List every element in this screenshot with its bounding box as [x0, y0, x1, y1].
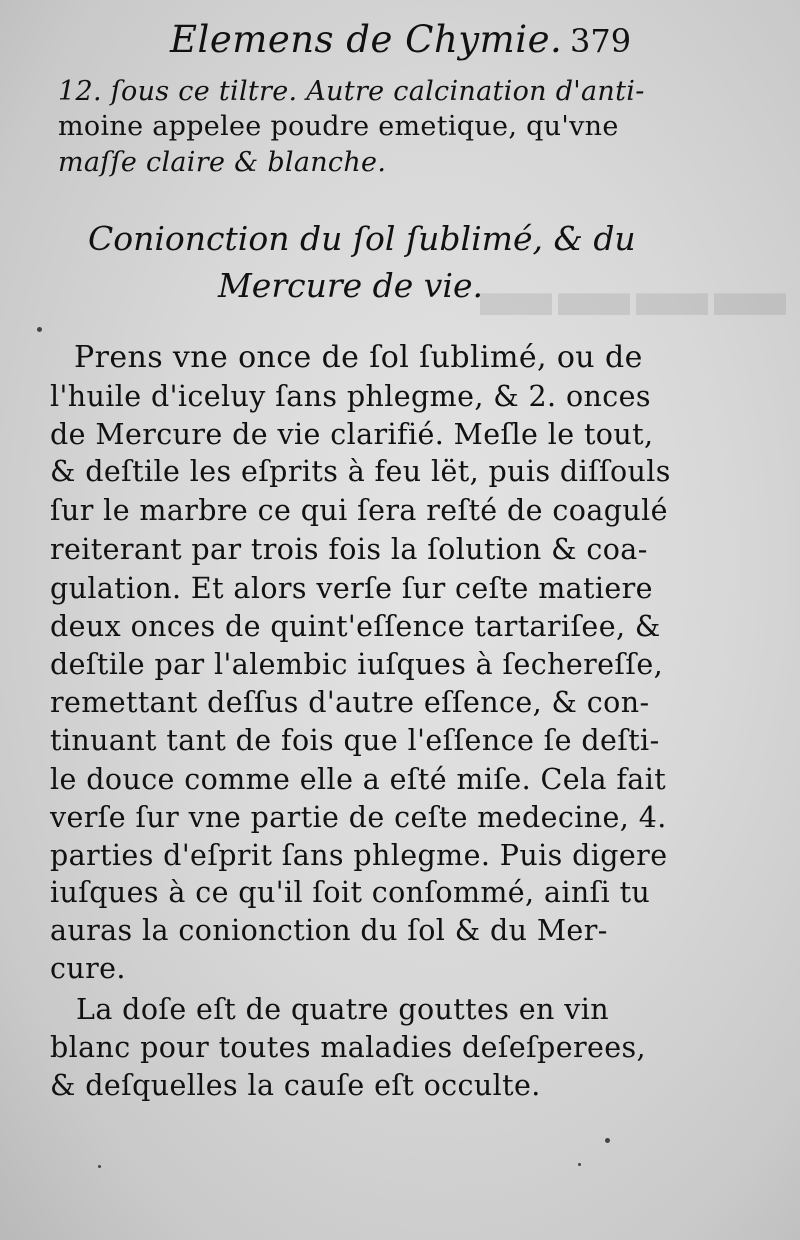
intro-line: 12. ſous ce tiltre. Autre calcination d'anti- [58, 76, 645, 107]
body-line: deſtile par l'alembic iuſques à ſechereſſe, [50, 648, 664, 681]
ink-speck [37, 327, 42, 332]
body-line: auras la conionction du ſol & du Mer- [50, 914, 608, 947]
body-line: deux onces de quint'eſſence tartariſee, & [50, 610, 661, 643]
body-line: le douce comme elle a eſté miſe. Cela fait [50, 763, 667, 796]
body-line: ſur le marbre ce qui ſera reſté de coagulé [50, 494, 668, 527]
section-heading-line: Conionction du ſol ſublimé, & du [88, 219, 636, 258]
body-line: Prens vne once de ſol ſublimé, ou de [74, 340, 643, 375]
ink-speck [98, 1165, 101, 1168]
body-line: remettant deſſus d'autre eſſence, & con- [50, 686, 650, 719]
body-line: blanc pour toutes maladies deſeſperees, [50, 1031, 646, 1064]
body-line: de Mercure de vie clarifié. Meſle le tout, [50, 418, 654, 451]
ink-speck [605, 1138, 610, 1143]
body-line: tinuant tant de fois que l'eſſence ſe deſti- [50, 724, 660, 757]
body-line: iuſques à ce qu'il ſoit conſommé, ainſi tu [50, 876, 651, 909]
body-line: & deſquelles la cauſe eſt occulte. [50, 1069, 541, 1102]
body-line: La doſe eſt de quatre gouttes en vin [76, 993, 610, 1026]
intro-line: moine appelee poudre emetique, qu'vne [58, 111, 619, 142]
body-line: gulation. Et alors verſe ſur ceſte matiere [50, 572, 653, 605]
page-header [0, 14, 800, 72]
running-title: Elemens de Chymie. [170, 18, 563, 61]
intro-line: maſſe claire & blanche. [58, 147, 387, 178]
body-line: parties d'eſprit ſans phlegme. Puis digere [50, 839, 668, 872]
ink-speck [578, 1163, 581, 1166]
body-line: reiterant par trois fois la ſolution & coa- [50, 533, 648, 566]
show-through-shadow: ▬▬▬▬ [480, 251, 792, 331]
body-line: verſe ſur vne partie de ceſte medecine, 4. [50, 801, 667, 834]
body-line: cure. [50, 952, 126, 985]
page-number: 379 [570, 22, 632, 60]
body-line: & deſtile les eſprits à feu lët, puis diſſouls [50, 455, 671, 488]
body-line: l'huile d'iceluy ſans phlegme, & 2. onces [50, 380, 651, 413]
section-heading-line: Mercure de vie. [218, 266, 483, 305]
